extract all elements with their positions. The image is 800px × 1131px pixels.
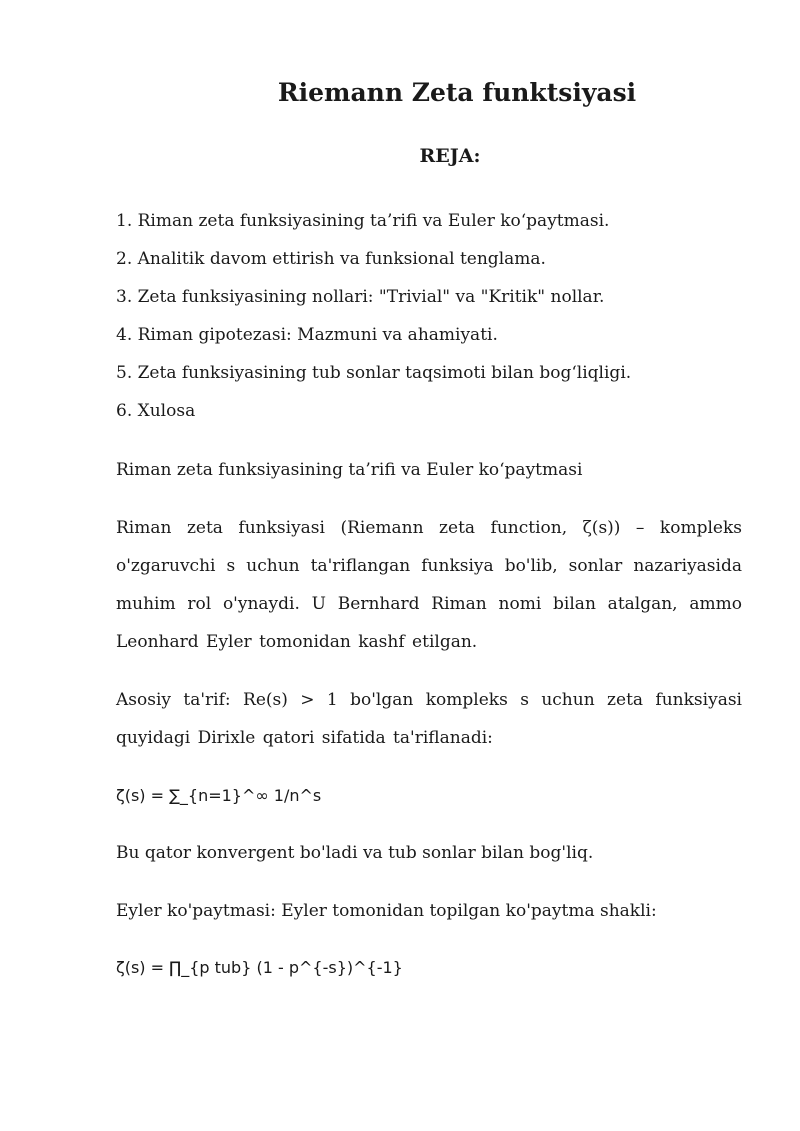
euler-product-paragraph: Eyler ko'paytmasi: Eyler tomonidan topilgan ko'paytma shakli: <box>116 901 657 921</box>
plan-item: 6. Xulosa <box>116 401 196 421</box>
section-heading: Riman zeta funksiyasining ta’rifi va Euler ko‘paytmasi <box>116 460 583 480</box>
plan-heading: REJA: <box>419 145 481 167</box>
plan-list <box>116 206 631 434</box>
plan-item: 1. Riman zeta funksiyasining ta’rifi va Euler ko‘paytmasi. <box>116 211 610 231</box>
plan-item: 4. Riman gipotezasi: Mazmuni va ahamiyati. <box>116 325 498 345</box>
definition-paragraph: Riman zeta funksiyasi (Riemann zeta function, ζ(s)) – kompleks o'zgaruvchi s uchun ta'riflangan funksiya bo'lib, sonlar nazariyasida muhim rol o'ynaydi. U Bernhard Riman nomi bilan atalgan, ammo Leonhard Eyler tomonidan kashf etilgan. <box>116 518 742 652</box>
basic-definition-paragraph: Asosiy ta'rif: Re(s) > 1 bo'lgan kompleks s uchun zeta funksiyasi quyidagi Dirixle qatori sifatida ta'riflanadi: <box>116 690 742 748</box>
dirichlet-series-formula: ζ(s) = ∑_{n=1}^∞ 1/n^s <box>116 786 322 805</box>
plan-item: 3. Zeta funksiyasining nollari: "Trivial" va "Kritik" nollar. <box>116 287 605 307</box>
convergence-paragraph: Bu qator konvergent bo'ladi va tub sonlar bilan bog'liq. <box>116 843 594 863</box>
document-title: Riemann Zeta funktsiyasi <box>277 78 637 107</box>
plan-item: 5. Zeta funksiyasining tub sonlar taqsimoti bilan bog‘liqligi. <box>116 363 632 383</box>
plan-item: 2. Analitik davom ettirish va funksional tenglama. <box>116 249 546 269</box>
euler-product-formula: ζ(s) = ∏_{p tub} (1 - p^{-s})^{-1} <box>116 958 403 977</box>
